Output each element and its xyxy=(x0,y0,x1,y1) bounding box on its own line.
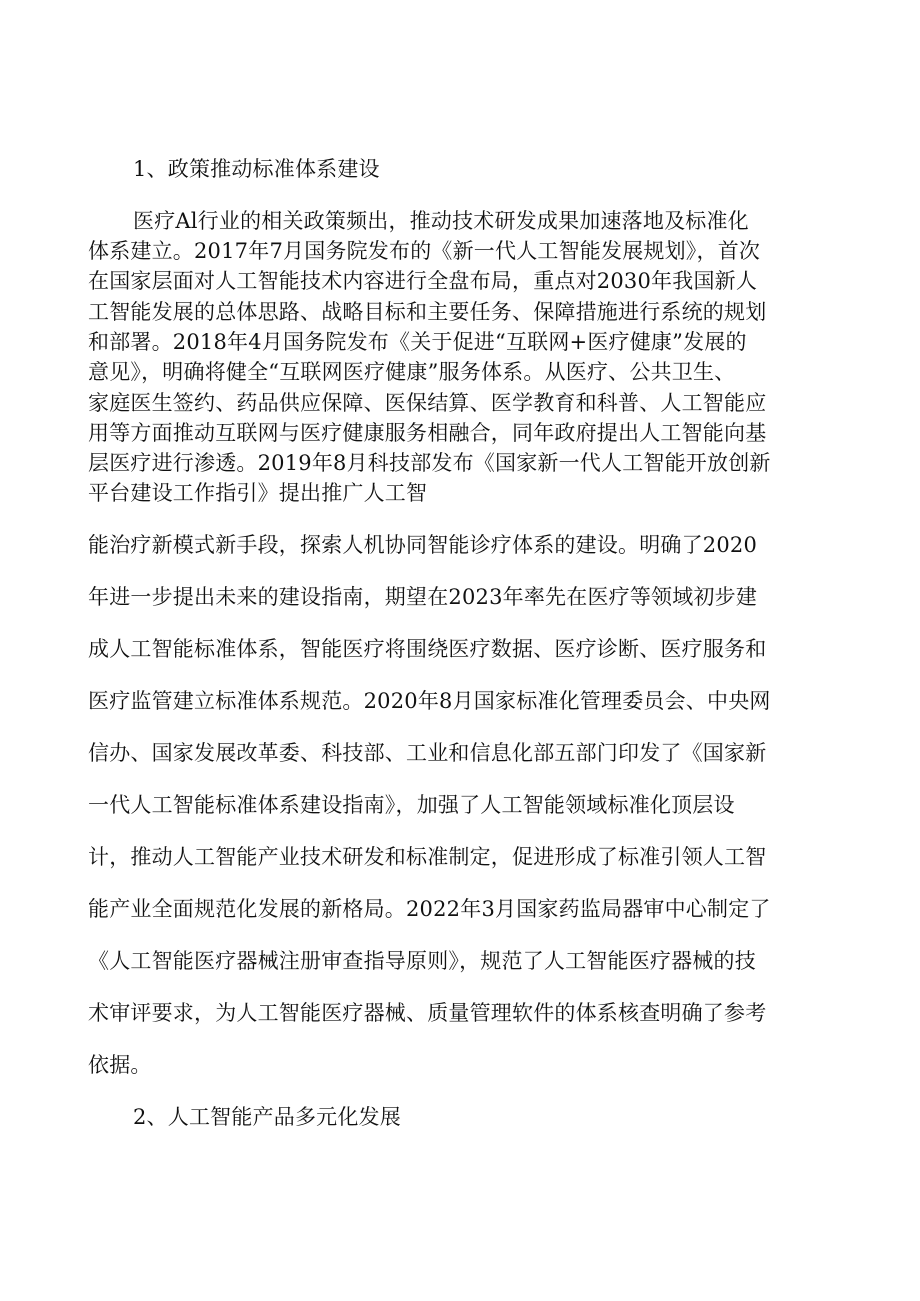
paragraph-line: 医疗Al行业的相关政策频出，推动技术研发成果加速落地及标准化 xyxy=(133,209,749,233)
paragraph-line: 依据。 xyxy=(88,1053,152,1077)
paragraph-line: 计，推动人工智能产业技术研发和标准制定，促进形成了标准引领人工智 xyxy=(88,845,767,869)
paragraph-line: 成人工智能标准体系，智能医疗将围绕医疗数据、医疗诊断、医疗服务和 xyxy=(88,637,767,661)
paragraph-line: 能治疗新模式新手段，探索人机协同智能诊疗体系的建设。明确了2020 xyxy=(88,533,758,557)
paragraph-line: 意见》，明确将健全“互联网医疗健康”服务体系。从医疗、公共卫生、 xyxy=(88,360,736,384)
paragraph-line: 能产业全面规范化发展的新格局。2022年3月国家药监局器审中心制定了 xyxy=(88,897,771,921)
paragraph-line: 家庭医生签约、药品供应保障、医保结算、医学教育和科普、人工智能应 xyxy=(88,391,767,415)
section-heading-1: 1、政策推动标准体系建设 xyxy=(133,157,380,181)
paragraph-line: 信办、国家发展改革委、科技部、工业和信息化部五部门印发了《国家新 xyxy=(88,741,767,765)
paragraph-line: 医疗监管建立标准体系规范。2020年8月国家标准化管理委员会、中央网 xyxy=(88,689,771,713)
paragraph-line: 用等方面推动互联网与医疗健康服务相融合，同年政府提出人工智能向基 xyxy=(88,421,767,445)
paragraph-line: 体系建立。2017年7月国务院发布的《新一代人工智能发展规划》，首次 xyxy=(88,239,761,263)
paragraph-line: 层医疗进行渗透。2019年8月科技部发布《国家新一代人工智能开放创新 xyxy=(88,451,771,475)
paragraph-line: 在国家层面对人工智能技术内容进行全盘布局，重点对2030年我国新人 xyxy=(88,269,758,293)
paragraph-line: 平台建设工作指引》提出推广人工智 xyxy=(88,481,428,505)
section-heading-2: 2、人工智能产品多元化发展 xyxy=(133,1105,401,1129)
paragraph-line: 《人工智能医疗器械注册审查指导原则》，规范了人工智能医疗器械的技 xyxy=(88,949,756,973)
paragraph-line: 工智能发展的总体思路、战略目标和主要任务、保障措施进行系统的规划 xyxy=(88,300,767,324)
paragraph-line: 一代人工智能标准体系建设指南》，加强了人工智能领域标准化顶层设 xyxy=(88,793,735,817)
paragraph-line: 术审评要求，为人工智能医疗器械、质量管理软件的体系核查明确了参考 xyxy=(88,1001,767,1025)
paragraph-line: 和部署。2018年4月国务院发布《关于促进“互联网+医疗健康”发展的 xyxy=(88,330,747,354)
paragraph-line: 年进一步提出未来的建设指南，期望在2023年率先在医疗等领域初步建 xyxy=(88,585,758,609)
